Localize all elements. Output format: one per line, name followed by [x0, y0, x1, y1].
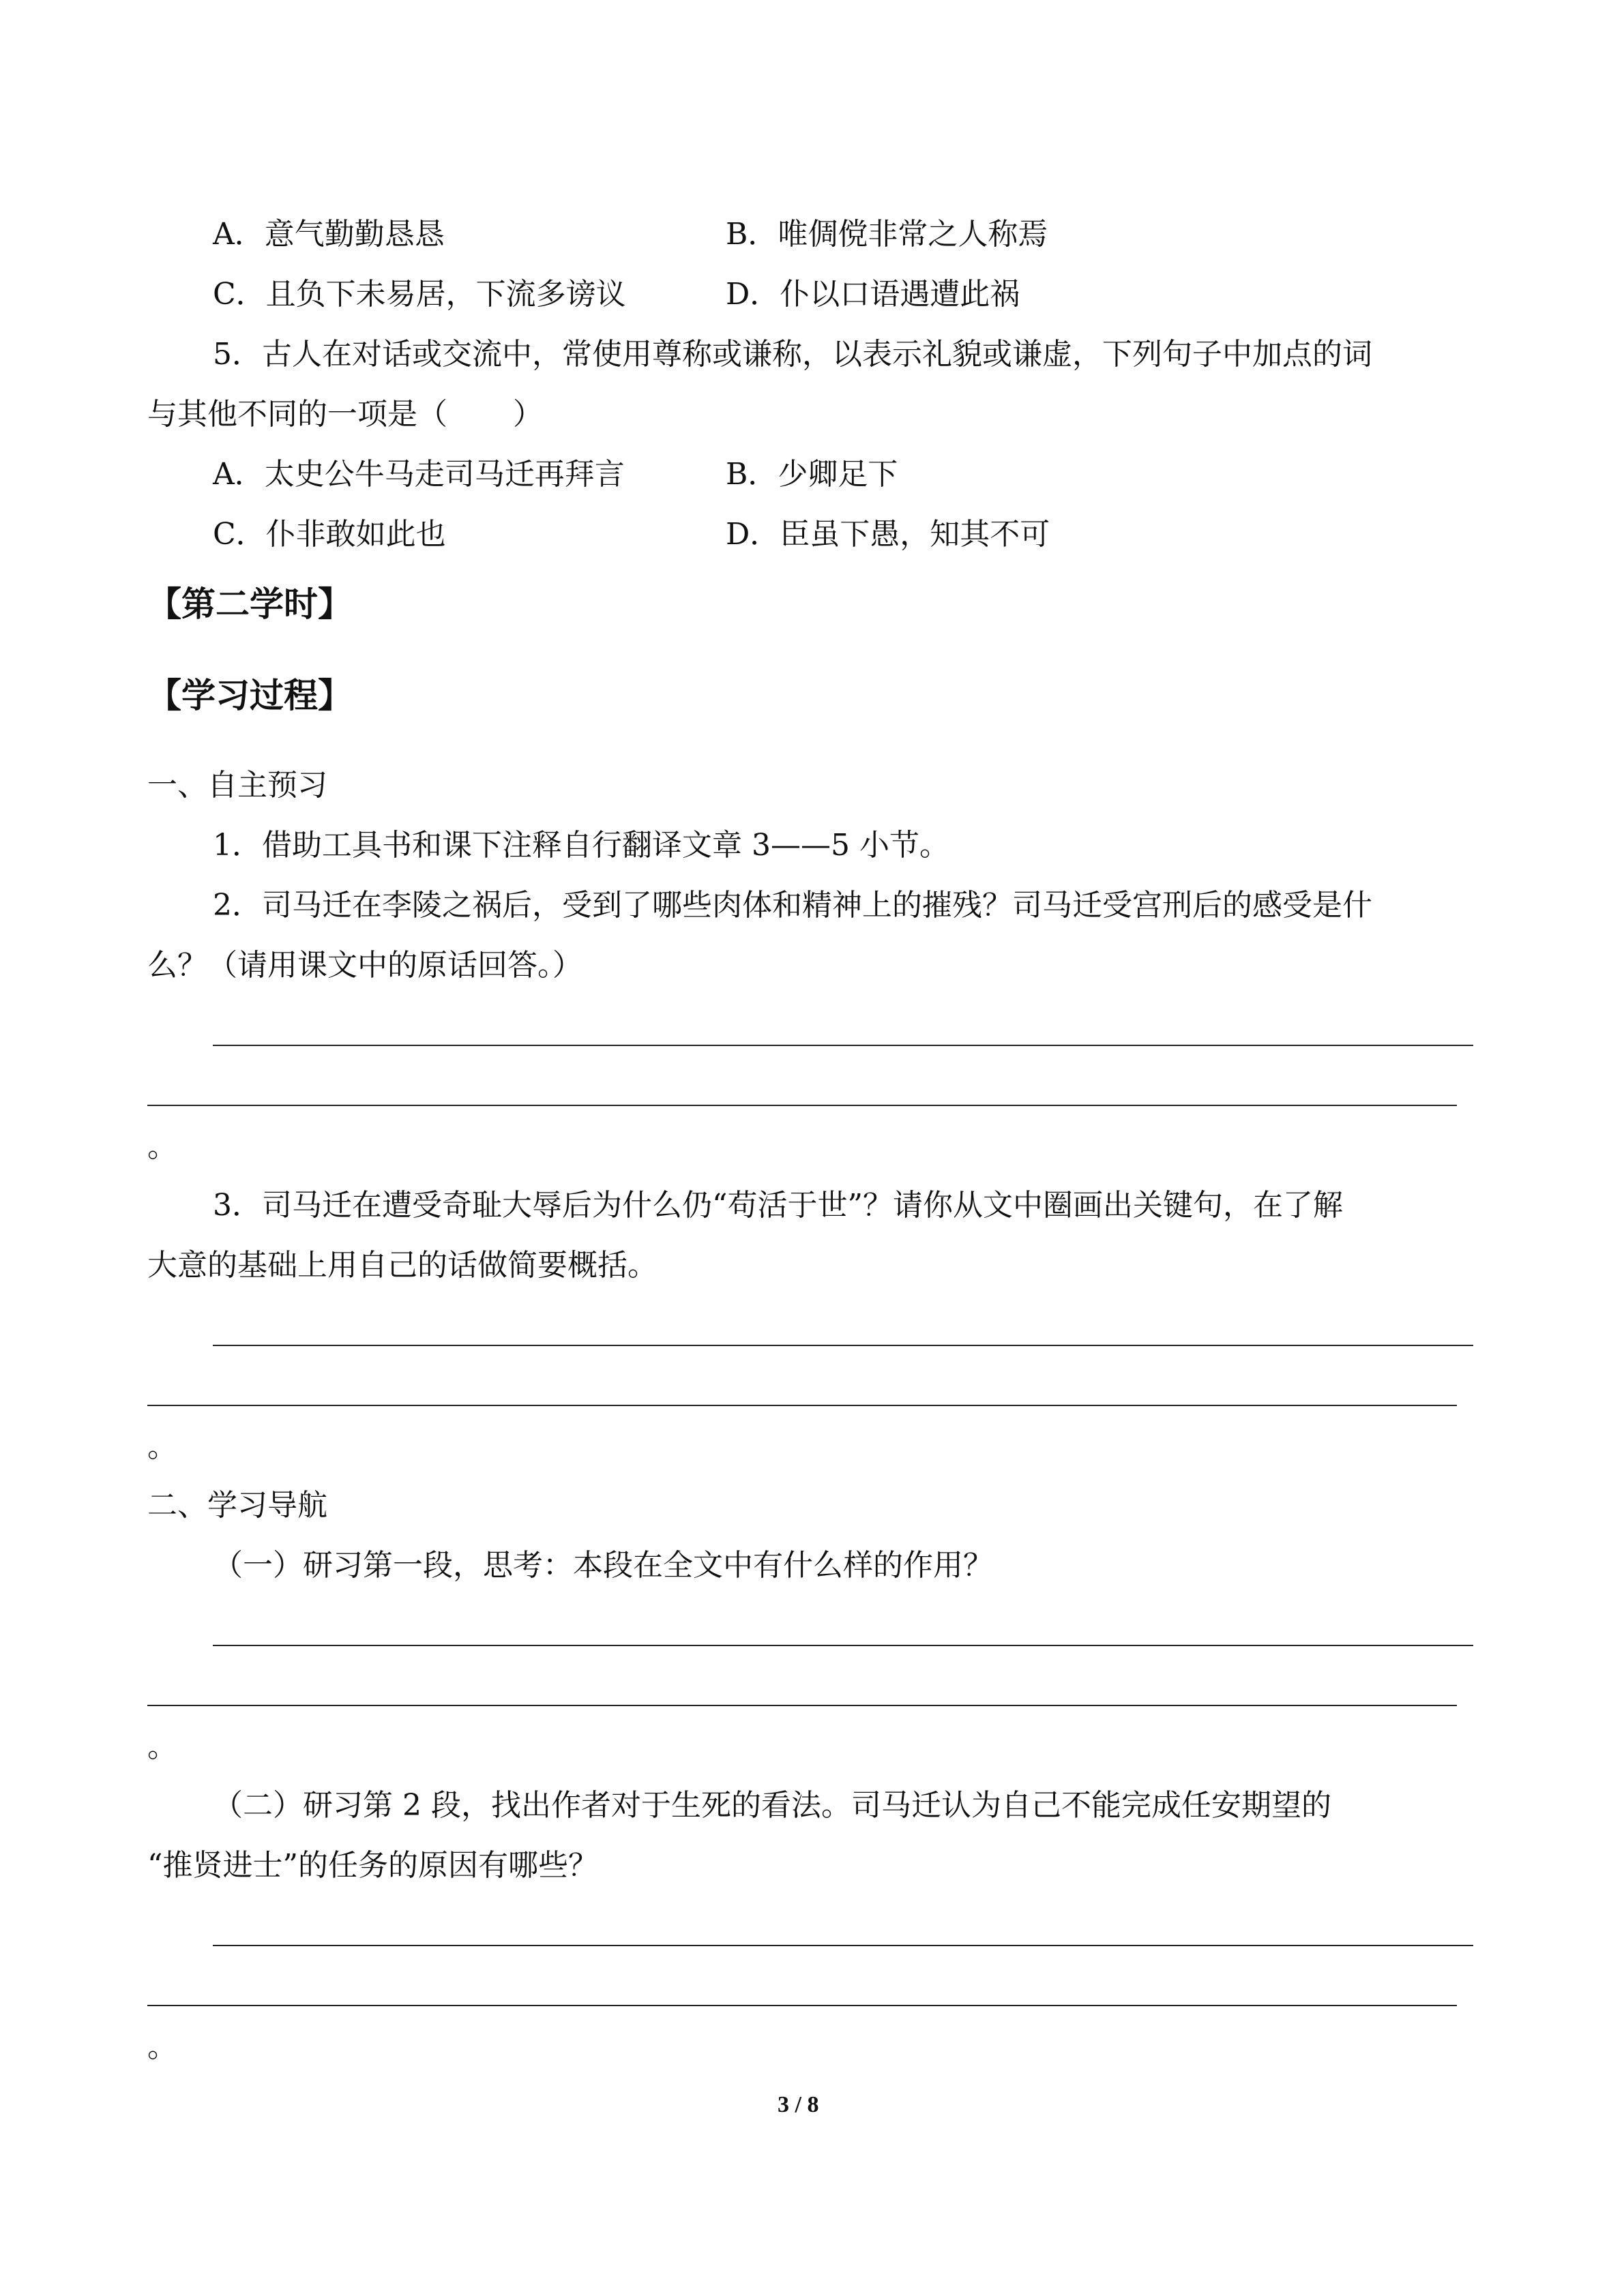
heading-second-class: 【第二学时】 — [147, 584, 352, 624]
section1-item2-line2: 么？（请用课文中的原话回答。） — [147, 948, 582, 983]
q5-question-line2-end: ） — [513, 397, 543, 432]
section2-item2-line2: “推贤进士”的任务的原因有哪些？ — [147, 1848, 598, 1883]
answer-line — [147, 1705, 1457, 1706]
answer-line — [213, 1345, 1473, 1346]
q5-question-line2 — [147, 394, 543, 435]
answer-end-period: 。 — [147, 1429, 177, 1464]
q5-option-b: B．少卿足下 — [726, 457, 898, 492]
q5-question-line1: 5．古人在对话或交流中，常使用尊称或谦称，以表示礼貌或谦虚，下列句子中加点的词 — [213, 337, 1372, 372]
answer-line — [147, 2005, 1457, 2006]
q4-option-d: D．仆以口语遇遭此祸 — [726, 277, 1020, 312]
answer-line — [213, 1045, 1473, 1046]
section1-item3-line2: 大意的基础上用自己的话做简要概括。 — [147, 1248, 658, 1283]
answer-line — [213, 1645, 1473, 1646]
q5-option-a: A．太史公牛马走司马迁再拜言 — [213, 457, 625, 492]
section1-item2-line1: 2．司马迁在李陵之祸后，受到了哪些肉体和精神上的摧残？司马迁受宫刑后的感受是什 — [213, 888, 1372, 923]
q4-option-c: C．且负下未易居，下流多谤议 — [213, 277, 626, 312]
section1-title: 一、自主预习 — [147, 768, 327, 803]
answer-end-period: 。 — [147, 1729, 177, 1764]
section2-item1: （一）研习第一段，思考：本段在全文中有什么样的作用？ — [213, 1548, 993, 1583]
q4-option-a: A．意气勤勤恳恳 — [213, 217, 445, 252]
section2-title: 二、学习导航 — [147, 1488, 327, 1523]
answer-line — [147, 1105, 1457, 1106]
q5-option-d: D．臣虽下愚，知其不可 — [726, 517, 1050, 552]
q4-option-b: B．唯倜傥非常之人称焉 — [726, 217, 1048, 252]
section1-item1: 1．借助工具书和课下注释自行翻译文章 3——5 小节。 — [213, 828, 949, 863]
page-number: 3 / 8 — [778, 2092, 819, 2117]
answer-line — [213, 1945, 1473, 1946]
section1-item3-line1: 3．司马迁在遭受奇耻大辱后为什么仍“苟活于世”？请你从文中圈画出关键句，在了解 — [213, 1188, 1343, 1223]
answer-end-period: 。 — [147, 1129, 177, 1164]
q5-question-line2-start: 与其他不同的一项是（ — [147, 397, 447, 432]
answer-line — [147, 1405, 1457, 1406]
section2-item2-line1: （二）研习第 2 段，找出作者对于生死的看法。司马迁认为自己不能完成任安期望的 — [213, 1788, 1331, 1823]
heading-learning-process: 【学习过程】 — [147, 675, 352, 715]
answer-end-period: 。 — [147, 2029, 177, 2064]
q5-option-c: C．仆非敢如此也 — [213, 517, 446, 552]
